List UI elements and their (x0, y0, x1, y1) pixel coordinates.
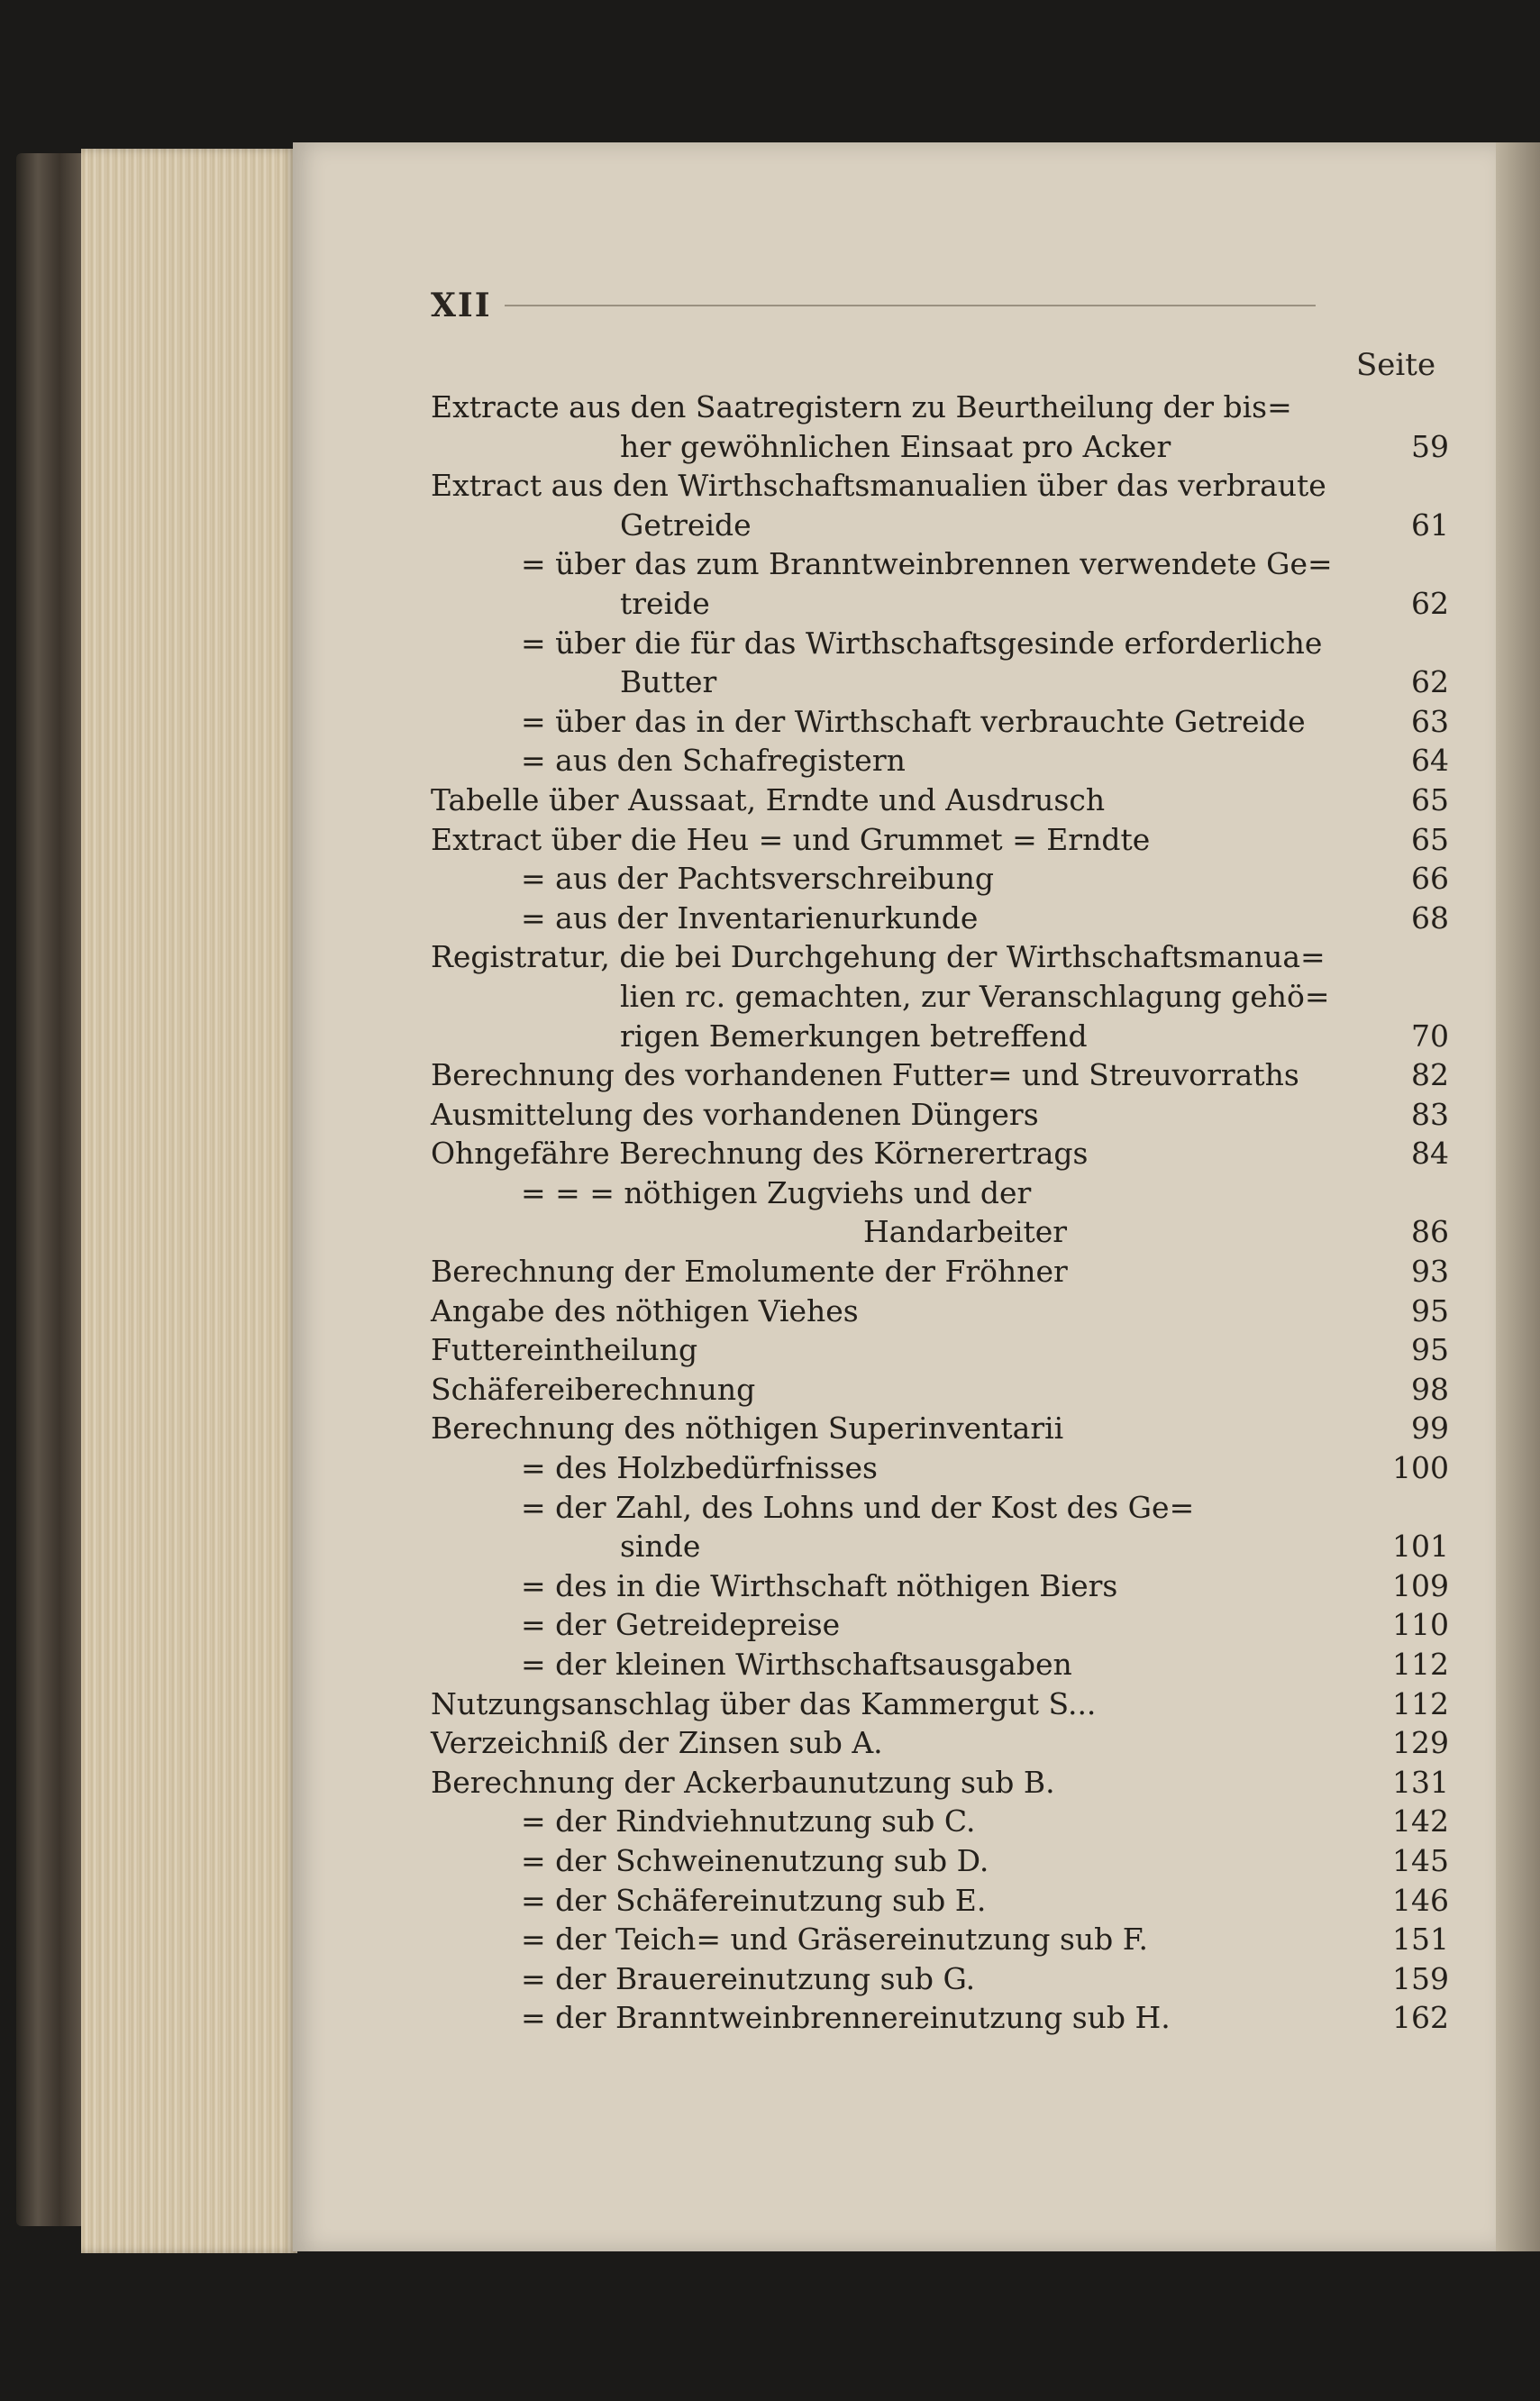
toc-entry-text: = über das zum Branntweinbrennen verwendete Ge= (521, 546, 1333, 582)
toc-entry-text: Ausmittelung des vorhandenen Düngers (431, 1096, 1039, 1132)
toc-entry-page: 68 (1411, 899, 1449, 936)
toc-entry (431, 1841, 1449, 1881)
toc-entry (431, 1920, 1449, 1959)
toc-entry (431, 466, 1449, 506)
toc-entry-page: 62 (1411, 664, 1449, 700)
toc-entry-text: = aus den Schafregistern (521, 743, 906, 779)
toc-entry-text: = der Getreidepreise (521, 1607, 841, 1643)
toc-entry (431, 1055, 1449, 1095)
toc-entry-text: = über die für das Wirthschaftsgesinde erforderliche (521, 625, 1323, 661)
toc-entry-text: = der Brauereinutzung sub G. (521, 1960, 976, 1996)
toc-entry-page: 61 (1411, 507, 1449, 543)
toc-entry (431, 624, 1449, 663)
toc-entry (431, 1330, 1449, 1370)
toc-entry-page: 59 (1411, 428, 1449, 464)
toc-entry (431, 1134, 1449, 1173)
toc-entry-text: = des in die Wirthschaft nöthigen Biers (521, 1567, 1118, 1603)
toc-entry (431, 1645, 1449, 1684)
toc-entry (431, 899, 1449, 938)
toc-entry-page: 151 (1392, 1922, 1449, 1958)
table-of-contents (431, 388, 1449, 2038)
toc-entry-text: = über das in der Wirthschaft verbrauchte Getreide (521, 703, 1306, 739)
toc-entry-page: 146 (1392, 1882, 1449, 1918)
toc-entry (431, 427, 1449, 467)
toc-entry-page: 159 (1392, 1960, 1449, 1996)
toc-entry-text: Berechnung der Emolumente der Fröhner (431, 1254, 1068, 1290)
toc-entry-page: 142 (1392, 1803, 1449, 1840)
toc-entry (431, 662, 1449, 702)
facing-page-edge (1496, 142, 1540, 2251)
toc-entry-page: 99 (1411, 1410, 1449, 1447)
toc-entry-page: 86 (1411, 1214, 1449, 1250)
toc-entry-page: 84 (1411, 1136, 1449, 1172)
page-stack (81, 149, 297, 2253)
toc-entry-text: Extract aus den Wirthschaftsmanualien über das verbraute (431, 468, 1326, 504)
toc-entry (431, 584, 1449, 624)
toc-entry-page: 95 (1411, 1292, 1449, 1328)
toc-entry-text: treide (620, 585, 710, 621)
toc-entry-text: Nutzungsanschlag über das Kammergut S... (431, 1685, 1097, 1721)
toc-entry-text: Registratur, die bei Durchgehung der Wirthschaftsmanua= (431, 939, 1326, 975)
toc-entry (431, 1802, 1449, 1841)
toc-entry-text: Schäfereiberechnung (431, 1371, 756, 1407)
toc-entry-page: 109 (1392, 1567, 1449, 1603)
toc-entry-text: Tabelle über Aussaat, Erndte und Ausdrusch (431, 781, 1106, 817)
toc-entry-page: 100 (1392, 1450, 1449, 1486)
toc-entry-text: Angabe des nöthigen Viehes (431, 1292, 859, 1328)
toc-entry-page: 93 (1411, 1254, 1449, 1290)
toc-entry-text: = der Branntweinbrennereinutzung sub H. (521, 2000, 1171, 2036)
toc-entry-page: 129 (1392, 1725, 1449, 1761)
toc-entry-text: rigen Bemerkungen betreffend (620, 1018, 1088, 1054)
toc-entry-page: 145 (1392, 1842, 1449, 1878)
toc-entry-text: Berechnung des vorhandenen Futter= und Streuvorraths (431, 1057, 1299, 1093)
toc-entry (431, 820, 1449, 860)
toc-entry (431, 1566, 1449, 1606)
toc-entry (431, 388, 1449, 427)
toc-entry-text: = der Rindviehnutzung sub C. (521, 1803, 976, 1840)
toc-entry-page: 65 (1411, 821, 1449, 857)
toc-entry (431, 544, 1449, 584)
toc-entry (431, 702, 1449, 742)
toc-entry (431, 1292, 1449, 1331)
toc-entry-page: 112 (1392, 1647, 1449, 1682)
header-rule (505, 305, 1316, 306)
toc-entry (431, 1448, 1449, 1488)
toc-entry-page: 64 (1411, 743, 1449, 779)
toc-entry (431, 1723, 1449, 1763)
toc-entry-text: lien rc. gemachten, zur Veranschlagung gehö= (620, 978, 1330, 1014)
toc-entry-text: = aus der Pachtsverschreibung (521, 861, 994, 897)
toc-entry-text: = der Schweinenutzung sub D. (521, 1842, 989, 1878)
toc-entry-text: Extracte aus den Saatregistern zu Beurtheilung der bis= (431, 389, 1292, 425)
toc-entry-page: 70 (1411, 1018, 1449, 1054)
toc-entry-text: Berechnung des nöthigen Superinventarii (431, 1410, 1064, 1447)
toc-entry-text: Extract über die Heu = und Grummet = Erndte (431, 821, 1151, 857)
toc-entry (431, 1684, 1449, 1724)
page-number: XII (431, 287, 492, 324)
toc-entry-text: Futtereintheilung (431, 1332, 698, 1368)
toc-entry (431, 781, 1449, 820)
toc-entry-page: 110 (1392, 1607, 1449, 1643)
toc-entry (431, 1527, 1449, 1566)
toc-entry-text: = der Teich= und Gräsereinutzung sub F. (521, 1922, 1149, 1958)
toc-entry (431, 1998, 1449, 2038)
toc-entry-text: Handarbeiter (863, 1214, 1068, 1250)
toc-entry-text: = der Zahl, des Lohns und der Kost des Ge= (521, 1489, 1195, 1525)
toc-entry-page: 62 (1411, 585, 1449, 621)
toc-entry (431, 1881, 1449, 1921)
toc-entry-text: Verzeichniß der Zinsen sub A. (431, 1725, 883, 1761)
toc-entry (431, 506, 1449, 545)
toc-entry (431, 1959, 1449, 1999)
toc-entry (431, 1605, 1449, 1645)
toc-entry-text: sinde (620, 1529, 701, 1565)
toc-entry-page: 98 (1411, 1371, 1449, 1407)
toc-entry (431, 1763, 1449, 1803)
toc-entry-page: 82 (1411, 1057, 1449, 1093)
toc-entry (431, 1017, 1449, 1056)
toc-entry-text: Ohngefähre Berechnung des Körnerertrags (431, 1136, 1089, 1172)
toc-entry-page: 112 (1392, 1685, 1449, 1721)
page-column-label: Seite (1356, 347, 1436, 383)
toc-entry (431, 1370, 1449, 1410)
toc-entry-page: 66 (1411, 861, 1449, 897)
toc-entry-text: = aus der Inventarienurkunde (521, 899, 979, 936)
toc-entry-text: = der Schäfereinutzung sub E. (521, 1882, 987, 1918)
toc-entry-page: 65 (1411, 781, 1449, 817)
toc-entry (431, 1095, 1449, 1135)
toc-entry (431, 859, 1449, 899)
toc-entry-page: 101 (1392, 1529, 1449, 1565)
toc-entry (431, 977, 1449, 1017)
toc-entry (431, 1212, 1449, 1252)
toc-entry-text: Getreide (620, 507, 752, 543)
toc-entry-text: Berechnung der Ackerbaunutzung sub B. (431, 1764, 1055, 1800)
toc-entry-page: 83 (1411, 1096, 1449, 1132)
toc-entry-text: Butter (620, 664, 717, 700)
toc-entry-page: 131 (1392, 1764, 1449, 1800)
toc-entry-text: = = = nöthigen Zugviehs und der (521, 1174, 1032, 1210)
toc-entry-page: 63 (1411, 703, 1449, 739)
toc-entry (431, 1488, 1449, 1528)
toc-entry-text: = des Holzbedürfnisses (521, 1450, 878, 1486)
toc-entry-text: = der kleinen Wirthschaftsausgaben (521, 1647, 1072, 1682)
book-spine-edge (16, 153, 88, 2226)
toc-entry-page: 162 (1392, 2000, 1449, 2036)
toc-entry (431, 1252, 1449, 1292)
toc-entry (431, 1409, 1449, 1448)
toc-entry-page: 95 (1411, 1332, 1449, 1368)
toc-entry (431, 741, 1449, 781)
toc-entry-text: her gewöhnlichen Einsaat pro Acker (620, 428, 1171, 464)
toc-entry (431, 1173, 1449, 1213)
toc-entry (431, 937, 1449, 977)
